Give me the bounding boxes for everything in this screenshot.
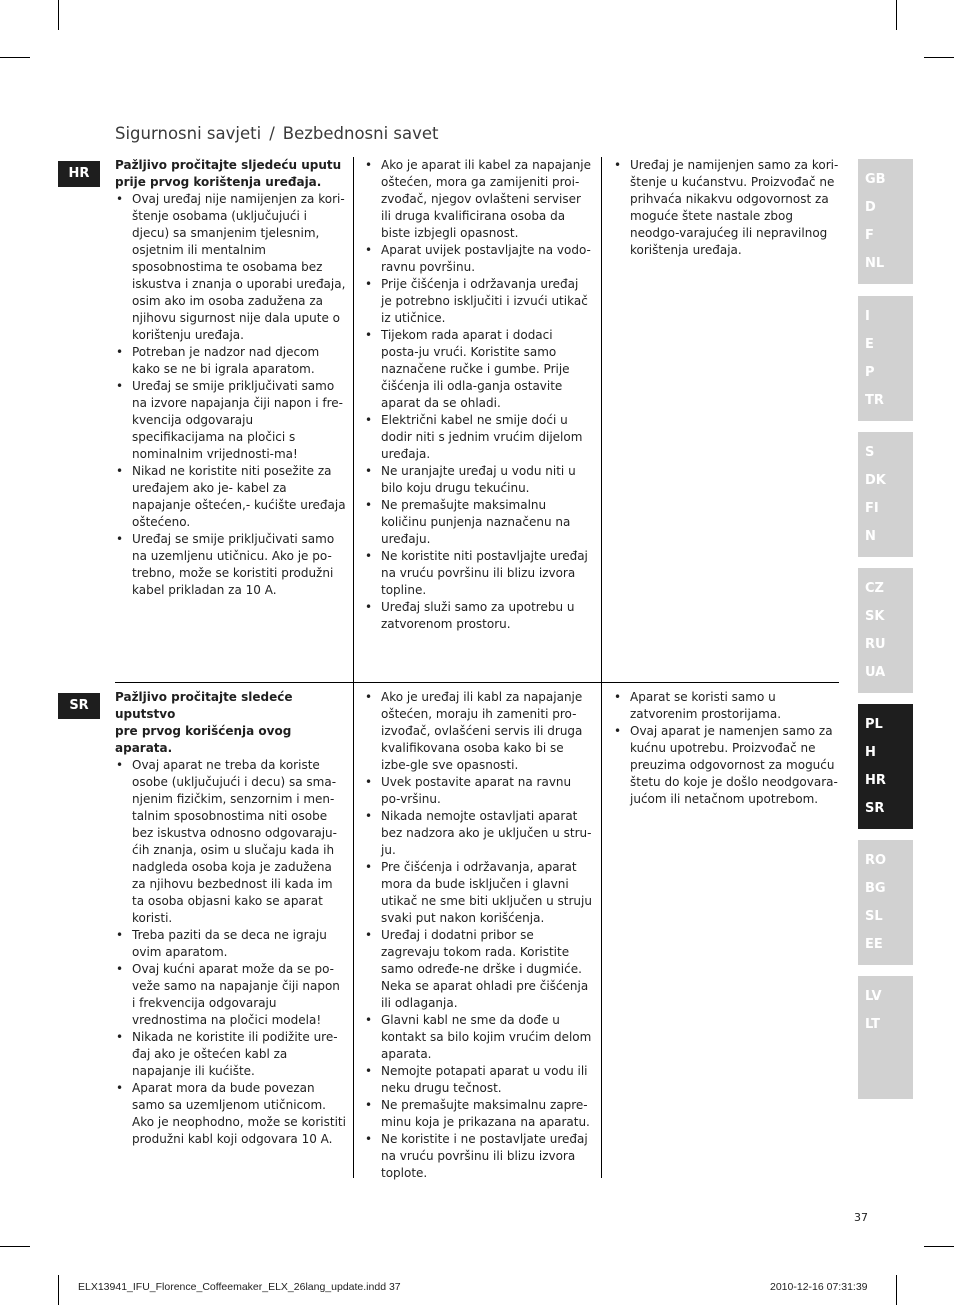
bullet-item: • Tijekom rada aparat i dodaci posta-ju vrući. Koristite samo naznačene ručke i gumbe. Prije čišćenja ili odla-ganja ostavite aparat da se ohladi. <box>364 327 592 412</box>
language-code[interactable]: N <box>865 529 876 544</box>
bullet-item: • Prije čišćenja i održavanja uređaj je potrebno isključiti i izvući utikač iz utičnice. <box>364 276 592 327</box>
language-code[interactable]: SK <box>865 609 885 624</box>
crop-mark <box>924 57 954 58</box>
page-number: 37 <box>854 1211 868 1224</box>
language-group <box>858 296 913 421</box>
hr-column-3 <box>613 157 843 259</box>
language-code[interactable]: H <box>865 745 876 760</box>
language-code[interactable]: HR <box>865 773 886 788</box>
language-group <box>858 976 913 1099</box>
title-left: Sigurnosni savjeti <box>115 124 262 143</box>
bullet-item: • Ne koristite i ne postavljate uređaj na vruću površinu ili blizu izvora toplote. <box>364 1131 592 1182</box>
language-code[interactable]: BG <box>865 881 886 896</box>
language-group <box>858 432 913 557</box>
hr-column-1 <box>115 157 347 599</box>
crop-mark <box>0 57 30 58</box>
language-code[interactable]: SR <box>865 801 885 816</box>
bullet-item: • Potreban je nadzor nad djecom kako se ne bi igrala aparatom. <box>115 344 347 378</box>
sr-column-3 <box>613 689 843 808</box>
language-code[interactable]: E <box>865 337 874 352</box>
bullet-item: • Uređaj se smije priključivati samo na uzemljenu utičnicu. Ako je po-trebno, može se koristiti produžni kabel prikladan za 10 A. <box>115 531 347 599</box>
language-code[interactable]: SL <box>865 909 883 924</box>
footer-timestamp: 2010-12-16 07:31:39 <box>770 1281 868 1293</box>
column-divider <box>353 682 354 1178</box>
language-badge-hr: HR <box>58 161 100 187</box>
bullet-item: • Pre čišćenja i održavanja, aparat mora da bude isključen i glavni utikač ne sme biti uključen u struju svaki put nakon korišćenja. <box>364 859 592 927</box>
bullet-item: • Uređaj je namijenjen samo za kori-štenje u kućanstvu. Proizvođač ne prihvaća nikakvu odgovornost za moguće štete nastale zbog neodgo-varajućeg ili nepravilnog korištenja uređaja. <box>613 157 843 259</box>
language-code[interactable]: LT <box>865 1017 880 1032</box>
language-code[interactable]: S <box>865 445 875 460</box>
bullet-item: • Glavni kabl ne sme da dođe u kontakt sa bilo kojim vrućim delom aparata. <box>364 1012 592 1063</box>
sr-column-1 <box>115 689 347 1148</box>
bullet-item: • Uvek postavite aparat na ravnu po-vršinu. <box>364 774 592 808</box>
hr-intro-line: Pažljivo pročitajte sljedeću uputu <box>115 158 342 172</box>
language-group <box>858 840 913 965</box>
section-divider <box>115 682 839 683</box>
language-code[interactable]: LV <box>865 989 882 1004</box>
bullet-item: • Ne premašujte maksimalnu količinu punjenja naznačenu na uređaju. <box>364 497 592 548</box>
language-code[interactable]: DK <box>865 473 886 488</box>
sr-bullet-list <box>613 689 843 808</box>
language-code[interactable]: CZ <box>865 581 884 596</box>
sr-intro-line: pre prvog korišćenja ovog aparata. <box>115 724 292 755</box>
language-code[interactable]: GB <box>865 172 886 187</box>
bullet-item: • Nikada ne koristite ili podižite ure-đaj ako je oštećen kabl za napajanje ili kućište. <box>115 1029 347 1080</box>
bullet-item: • Ovaj aparat ne treba da koriste osobe (uključujući i decu) sa sma-njenim fizičkim, senzornim i men-talnim sposobnostima niti osobe bez iskustva odnosno odgovaraju-ćih znanja, osim u slučaju kada ih nadgleda osoba koja je zadužena za njihovu bezbednost ili kada im ta osoba objasni kako se aparat koristi. <box>115 757 347 927</box>
language-code[interactable]: EE <box>865 937 883 952</box>
hr-intro-line: prije prvog korištenja uređaja. <box>115 175 322 189</box>
crop-mark <box>924 1246 954 1247</box>
bullet-item: • Aparat se koristi samo u zatvorenim prostorijama. <box>613 689 843 723</box>
bullet-item: • Nikad ne koristite niti posežite za uređajem ako je- kabel za napajanje oštećen,- kućište uređaja oštećeno. <box>115 463 347 531</box>
column-divider <box>601 157 602 682</box>
hr-bullet-list <box>613 157 843 259</box>
language-code[interactable]: UA <box>865 665 886 680</box>
language-group <box>858 159 913 284</box>
bullet-item: • Ovaj aparat je namenjen samo za kućnu upotrebu. Proizvođač ne preuzima odgovornost za moguću štetu do koje je došlo neodgovara-jućom ili netačnom upotrebom. <box>613 723 843 808</box>
bullet-item: • Nemojte potapati aparat u vodu ili neku drugu tečnost. <box>364 1063 592 1097</box>
language-badge-sr: SR <box>58 693 100 719</box>
column-divider <box>353 157 354 682</box>
crop-mark <box>896 0 897 30</box>
hr-column-2 <box>364 157 592 633</box>
bullet-item: • Nikada nemojte ostavljati aparat bez nadzora ako je uključen u stru-ju. <box>364 808 592 859</box>
sr-bullet-list <box>364 689 592 1182</box>
bullet-item: • Uređaj služi samo za upotrebu u zatvorenom prostoru. <box>364 599 592 633</box>
bullet-item: • Ovaj uređaj nije namijenjen za kori-štenje osobama (uključujući i djecu) sa smanjenim tjelesnim, osjetnim ili mentalnim sposobnostima te osobama bez iskustva i znanja o uporabi uređaja, osim ako im osoba zadužena za njihovu sigurnost nije dala upute o korištenju uređaja. <box>115 191 347 344</box>
column-divider <box>601 682 602 1178</box>
bullet-item: • Ako je uređaj ili kabl za napajanje oštećen, moraju ih zameniti pro-izvođač, ovlašćeni servis ili druga kvalifikovana osoba kako bi se izbe-gle sve opasnosti. <box>364 689 592 774</box>
language-code[interactable]: D <box>865 200 876 215</box>
language-code[interactable]: NL <box>865 256 885 271</box>
bullet-item: • Ovaj kućni aparat može da se po-veže samo na napajanje čiji napon i frekvencija odgovaraju vrednostima na pločici modela! <box>115 961 347 1029</box>
bullet-item: • Ne uranjajte uređaj u vodu niti u bilo koju drugu tekućinu. <box>364 463 592 497</box>
language-code[interactable]: RU <box>865 637 886 652</box>
crop-mark <box>58 0 59 30</box>
bullet-item: • Ne premašujte maksimalnu zapre-minu koja je prikazana na aparatu. <box>364 1097 592 1131</box>
title-right: Bezbednosni savet <box>282 124 439 143</box>
bullet-item: • Aparat uvijek postavljajte na vodo-ravnu površinu. <box>364 242 592 276</box>
crop-mark <box>0 1246 30 1247</box>
sr-bullet-list <box>115 757 347 1148</box>
bullet-item: • Električni kabel ne smije doći u dodir niti s jednim vrućim dijelom uređaja. <box>364 412 592 463</box>
hr-bullet-list <box>364 157 592 633</box>
bullet-item: • Uređaj i dodatni pribor se zagrevaju tokom rada. Koristite samo određe-ne drške i dugmiće. Neka se aparat ohladi pre čišćenja ili odlaganja. <box>364 927 592 1012</box>
crop-mark <box>896 1275 897 1305</box>
language-code[interactable]: PL <box>865 717 883 732</box>
hr-bullet-list <box>115 191 347 599</box>
page-title <box>115 124 439 143</box>
bullet-item: • Ako je aparat ili kabel za napajanje oštećen, mora ga zamijeniti proi-zvođač, njegov ovlašteni serviser ili druga kvalificirana osoba da biste izbjegli opasnost. <box>364 157 592 242</box>
language-code[interactable]: RO <box>865 853 887 868</box>
language-code[interactable]: TR <box>865 393 884 408</box>
bullet-item: • Treba paziti da se deca ne igraju ovim aparatom. <box>115 927 347 961</box>
language-group-active <box>858 704 913 829</box>
bullet-item: • Ne koristite niti postavljajte uređaj na vruću površinu ili blizu izvora topline. <box>364 548 592 599</box>
language-code[interactable]: FI <box>865 501 879 516</box>
language-code[interactable]: P <box>865 365 875 380</box>
title-separator: / <box>269 124 275 143</box>
sr-column-2 <box>364 689 592 1182</box>
bullet-item: • Aparat mora da bude povezan samo sa uzemljenom utičnicom. Ako je neophodno, može se koristiti produžni kabl koji odgovara 10 A. <box>115 1080 347 1148</box>
language-group <box>858 568 913 693</box>
footer-filename: ELX13941_IFU_Florence_Coffeemaker_ELX_26lang_update.indd 37 <box>78 1281 401 1293</box>
language-code[interactable]: I <box>865 309 870 324</box>
language-code[interactable]: F <box>865 228 874 243</box>
crop-mark <box>58 1275 59 1305</box>
bullet-item: • Uređaj se smije priključivati samo na izvore napajanja čiji napon i fre-kvencija odgovaraju specifikacijama na pločici s nominalnim vrijednosti-ma! <box>115 378 347 463</box>
sr-intro-line: Pažljivo pročitajte sledeće uputstvo <box>115 690 293 721</box>
